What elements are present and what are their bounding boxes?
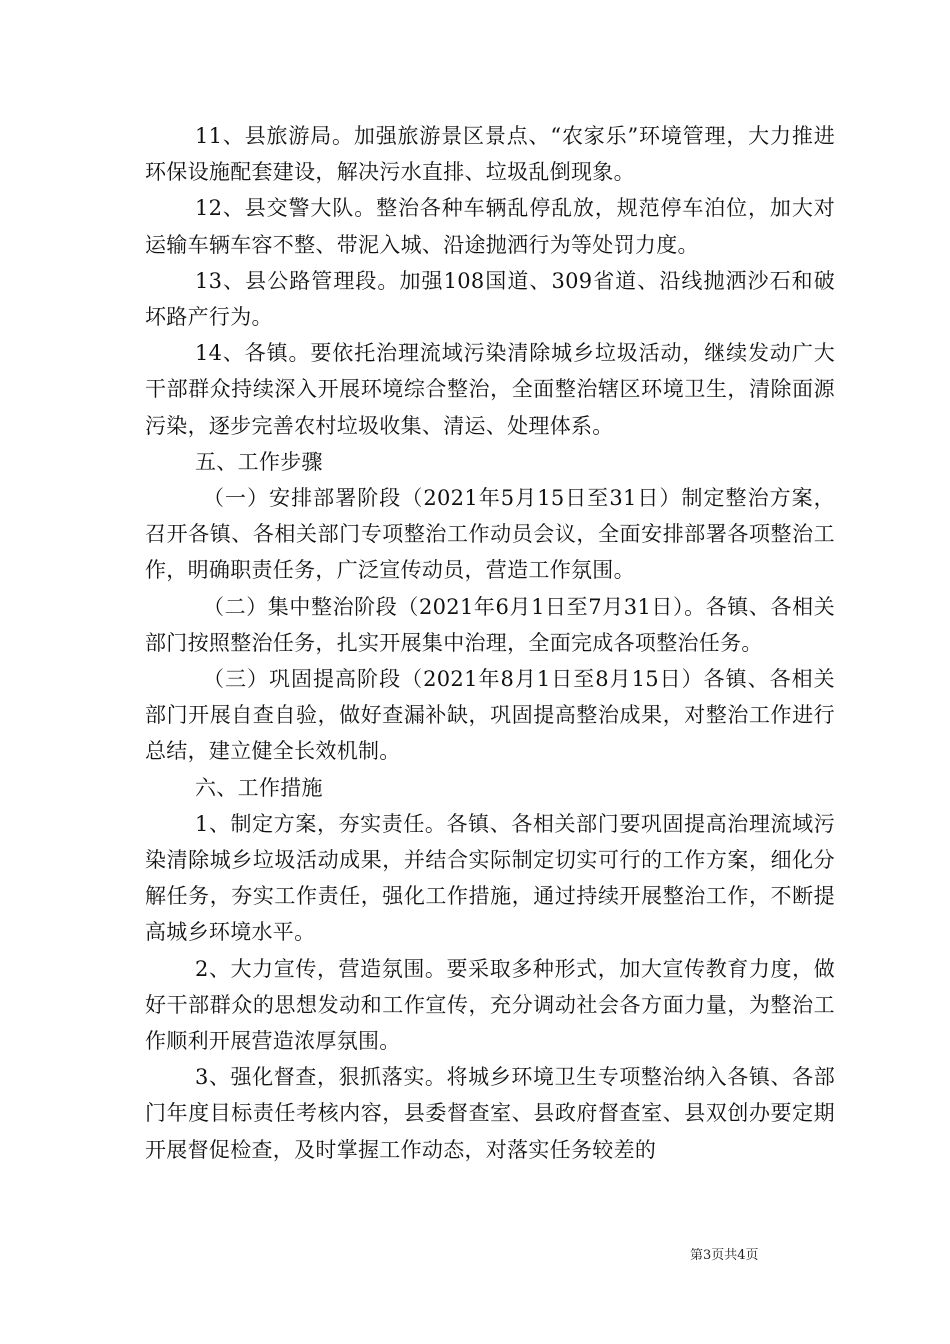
step-paragraph-1: （一）安排部署阶段（2021年5月15日至31日）制定整治方案，召开各镇、各相关部门专项整治工作动员会议，全面安排部署各项整治工作，明确职责任务，广泛宣传动员，营造工作氛围。 <box>145 486 835 583</box>
step-paragraph-3: （三）巩固提高阶段（2021年8月1日至8月15日）各镇、各相关部门开展自查自验，做好查漏补缺，巩固提高整治成果，对整治工作进行总结，建立健全长效机制。 <box>145 667 835 764</box>
step-paragraph-2: （二）集中整治阶段（2021年6月1日至7月31日）。各镇、各相关部门按照整治任务，扎实开展集中治理，全面完成各项整治任务。 <box>145 594 835 655</box>
document-body <box>145 118 835 1168</box>
paragraph-item-12: 12、县交警大队。整治各种车辆乱停乱放，规范停车泊位，加大对运输车辆车容不整、带泥入城、沿途抛洒行为等处罚力度。 <box>145 196 835 257</box>
paragraph-item-13: 13、县公路管理段。加强108国道、309省道、沿线抛洒沙石和破坏路产行为。 <box>145 268 835 330</box>
measure-paragraph-3: 3、强化督查，狠抓落实。将城乡环境卫生专项整治纳入各镇、各部门年度目标责任考核内容，县委督查室、县政府督查室、县双创办要定期开展督促检查，及时掌握工作动态，对落实任务较差的 <box>145 1065 835 1162</box>
page-number-footer: 第3页共4页 <box>690 1248 759 1263</box>
measure-paragraph-1: 1、制定方案，夯实责任。各镇、各相关部门要巩固提高治理流域污染清除城乡垃圾活动成果，并结合实际制定切实可行的工作方案，细化分解任务，夯实工作责任，强化工作措施，通过持续开展整治工作，不断提高城乡环境水平。 <box>145 811 835 945</box>
paragraph-item-14: 14、各镇。要依托治理流域污染清除城乡垃圾活动，继续发动广大干部群众持续深入开展环境综合整治，全面整治辖区环境卫生，清除面源污染，逐步完善农村垃圾收集、清运、处理体系。 <box>145 341 835 438</box>
measure-paragraph-2: 2、大力宣传，营造氛围。要采取多种形式，加大宣传教育力度，做好干部群众的思想发动和工作宣传，充分调动社会各方面力量，为整治工作顺利开展营造浓厚氛围。 <box>145 956 835 1054</box>
paragraph-item-11: 11、县旅游局。加强旅游景区景点、“农家乐”环境管理，大力推进环保设施配套建设，解决污水直排、垃圾乱倒现象。 <box>145 124 835 185</box>
section-heading-work-steps: 五、工作步骤 <box>195 449 323 474</box>
section-heading-work-measures: 六、工作措施 <box>195 775 323 800</box>
